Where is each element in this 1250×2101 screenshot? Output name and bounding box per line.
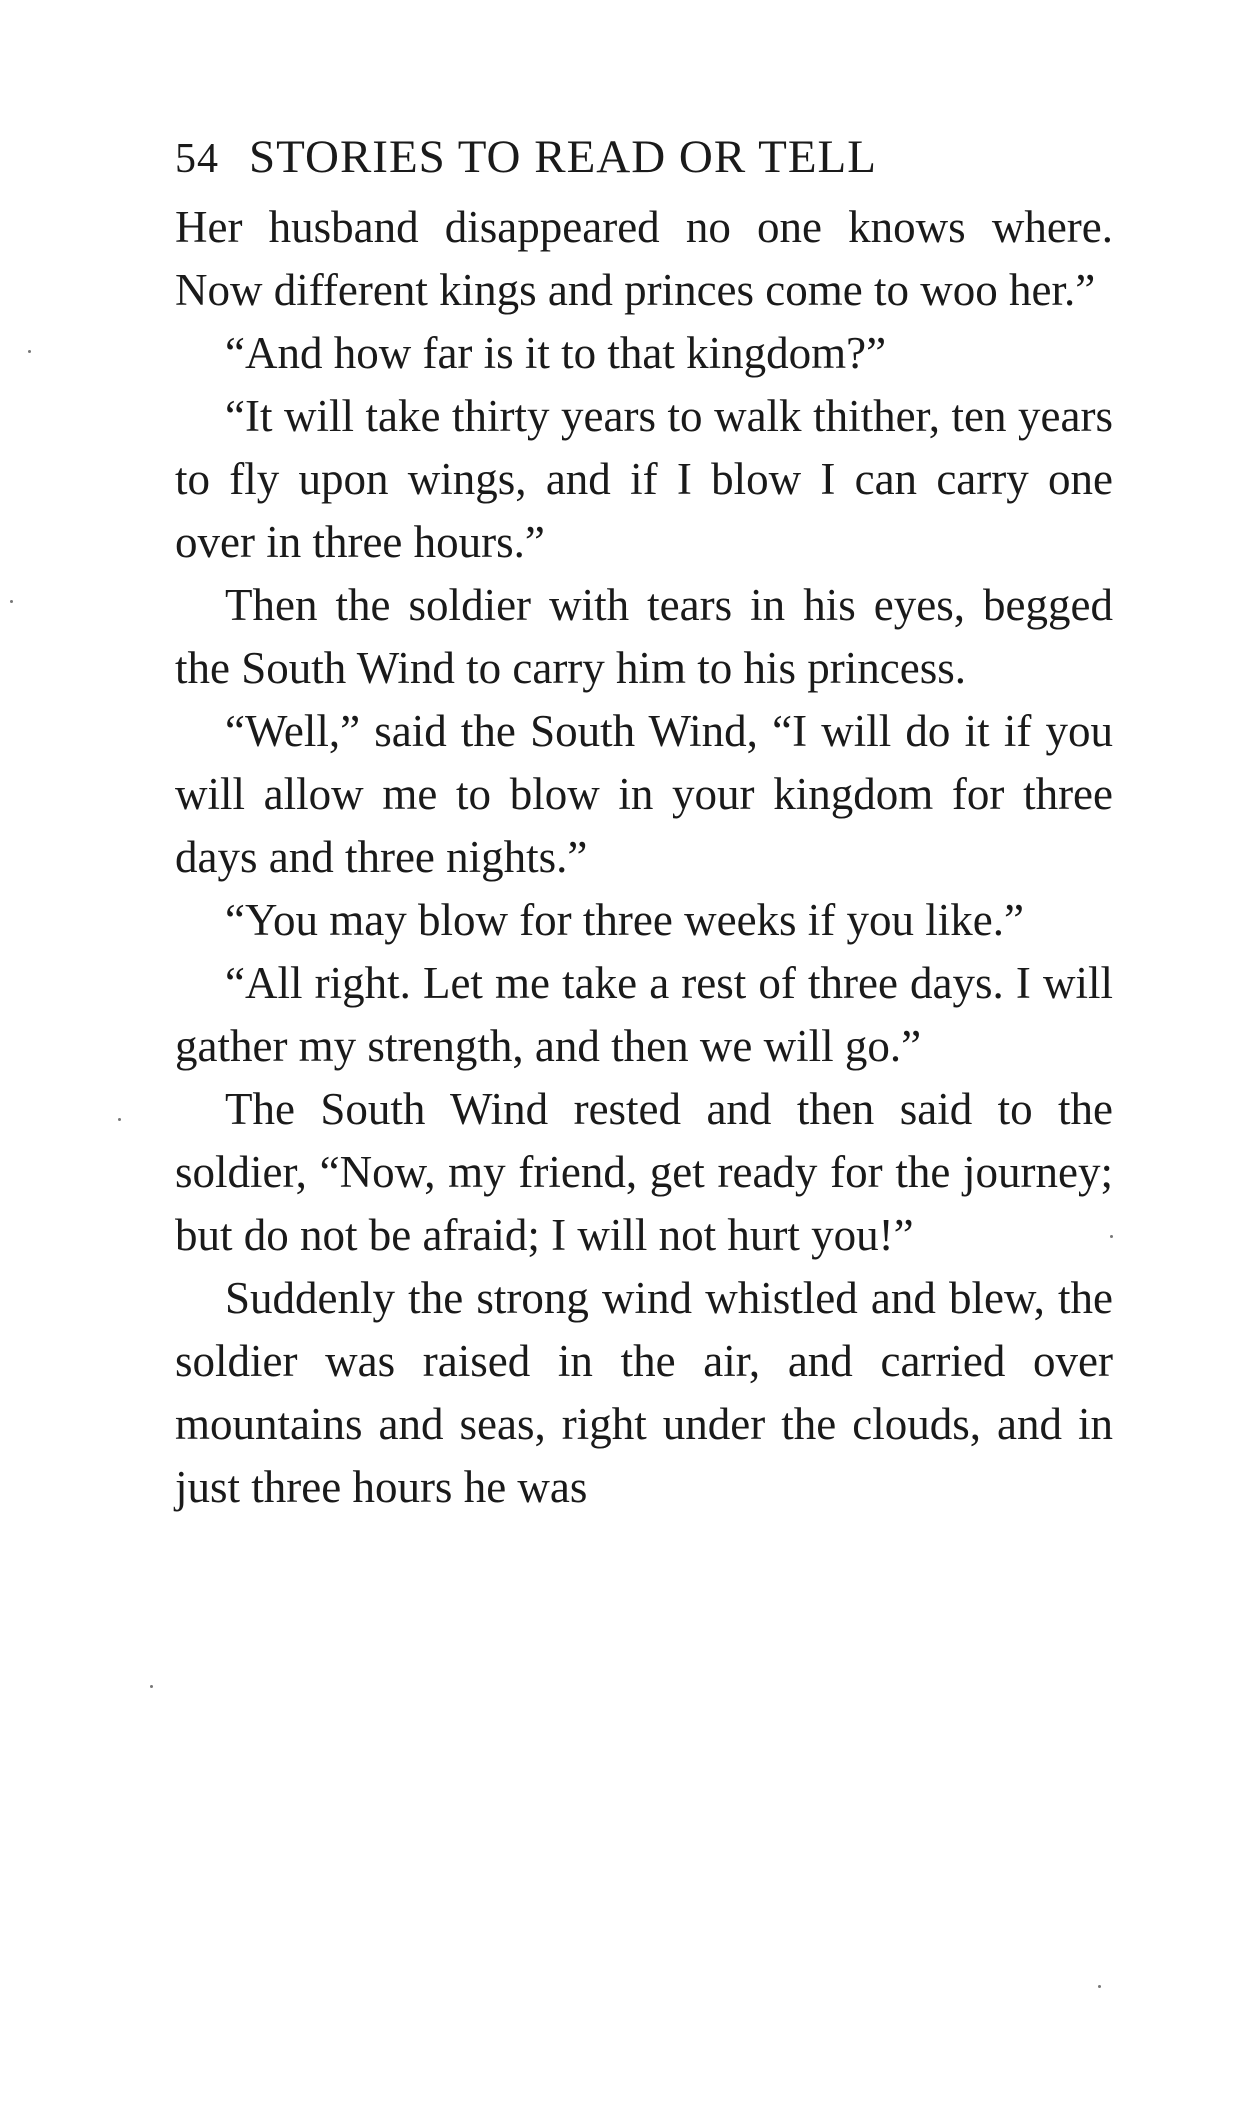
paragraph-6: “You may blow for three weeks if you like.” [225, 895, 1024, 945]
scan-speck [28, 350, 31, 353]
paragraph-2: “And how far is it to that kingdom?” [225, 328, 887, 378]
page-number: 54 [175, 136, 219, 182]
book-page [175, 130, 1113, 1519]
running-title: STORIES TO READ OR TELL [249, 131, 877, 183]
scan-speck [1098, 1985, 1101, 1988]
scan-speck [118, 1118, 121, 1121]
paragraph-8: The South Wind rested and then said to the soldier, “Now, my friend, get ready for the journey; but do not be afraid; I will not hurt you!” [175, 1084, 1113, 1260]
paragraph-5: “Well,” said the South Wind, “I will do it if you will allow me to blow in your kingdom for three days and three nights.” [175, 706, 1113, 882]
body-text [175, 196, 1113, 1519]
paragraph-9: Suddenly the strong wind whistled and blew, the soldier was raised in the air, and carried over mountains and seas, right under the clouds, and in just three hours he was [175, 1273, 1113, 1512]
scan-speck [10, 600, 13, 603]
paragraph-4: Then the soldier with tears in his eyes, begged the South Wind to carry him to his princess. [175, 580, 1113, 693]
scan-speck [1110, 1235, 1113, 1238]
paragraph-3: “It will take thirty years to walk thither, ten years to fly upon wings, and if I blow I can carry one over in three hours.” [175, 391, 1113, 567]
paragraph-7: “All right. Let me take a rest of three days. I will gather my strength, and then we will go.” [175, 958, 1113, 1071]
paragraph-1: Her husband disappeared no one knows where. Now different kings and princes come to woo her.” [175, 202, 1113, 315]
scan-speck [150, 1685, 153, 1688]
running-head [175, 130, 1113, 196]
